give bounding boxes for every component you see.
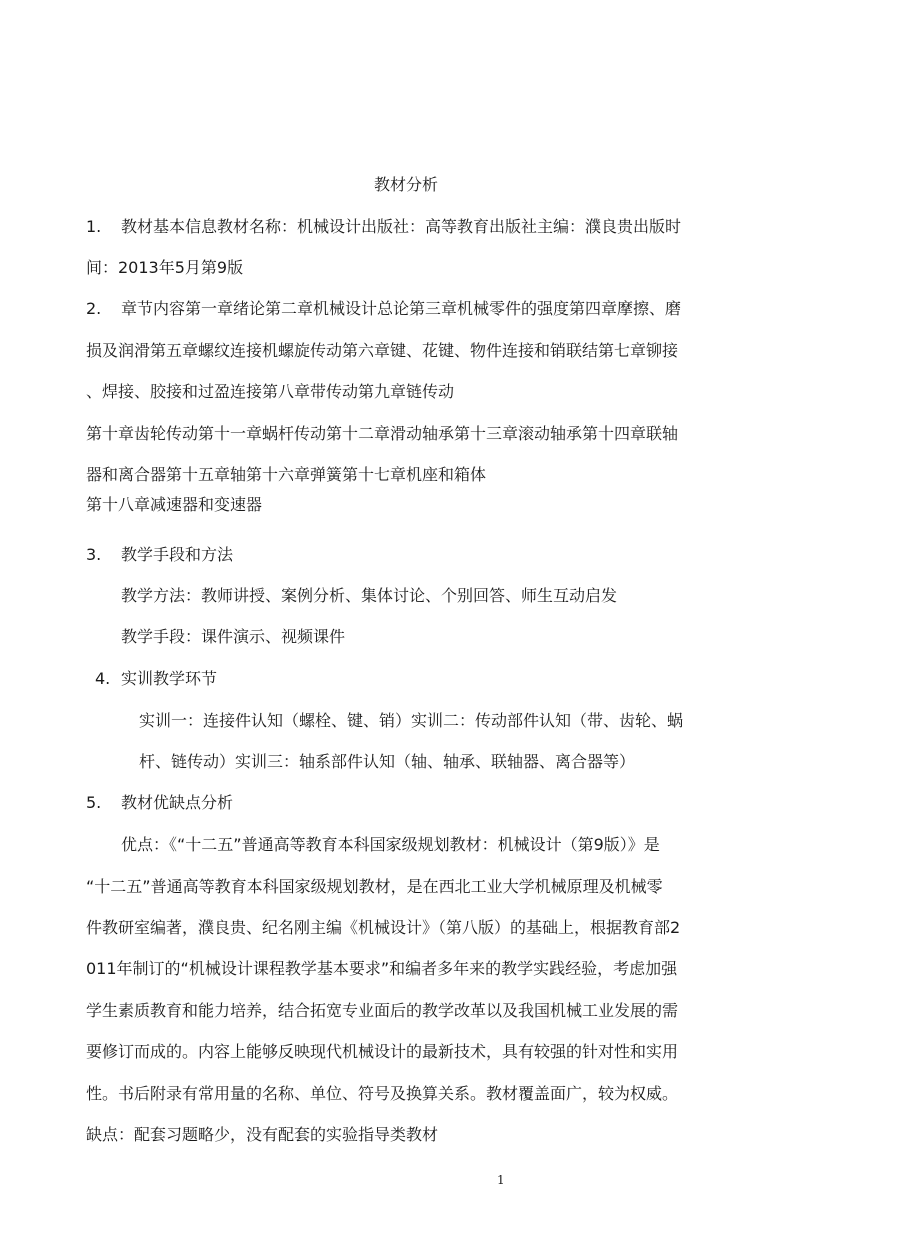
section-5-line-6: 要修订而成的。内容上能够反映现代机械设计的最新技术，具有较强的针对性和实用 <box>86 1042 679 1061</box>
section-2-line-1: 章节内容第一章绪论第二章机械设计总论第三章机械零件的强度第四章摩擦、磨 <box>121 299 682 318</box>
section-5-line-8: 缺点：配套习题略少，没有配套的实验指导类教材 <box>86 1125 439 1144</box>
document-title: 教材分析 <box>374 175 439 194</box>
section-1-line-1: 教材基本信息教材名称：机械设计出版社：高等教育出版社主编：濮良贵出版时 <box>121 217 682 236</box>
section-5-line-4: 011年制订的“机械设计课程教学基本要求”和编者多年来的教学实践经验，考虑加强 <box>86 959 678 978</box>
section-2-line-6: 第十八章减速器和变速器 <box>86 495 263 514</box>
section-5-line-3: 件教研室编著，濮良贵、纪名刚主编《机械设计》（第八版）的基础上，根据教育部2 <box>86 918 681 937</box>
section-2-number: 2. <box>86 299 102 318</box>
section-4-line-1: 实训一：连接件认知（螺栓、键、销）实训二：传动部件认知（带、齿轮、蜗 <box>139 711 684 730</box>
section-3-line-1: 教学方法：教师讲授、案例分析、集体讨论、个别回答、师生互动启发 <box>121 586 618 605</box>
section-3-line-2: 教学手段：课件演示、视频课件 <box>121 627 346 646</box>
section-3-heading: 教学手段和方法 <box>121 545 234 564</box>
section-1-number: 1. <box>86 217 102 236</box>
page-number: 1 <box>497 1173 505 1187</box>
section-1-line-2: 间：2013年5月第9版 <box>86 258 244 277</box>
section-5-line-2: “十二五”普通高等教育本科国家级规划教材，是在西北工业大学机械原理及机械零 <box>86 877 663 896</box>
section-2-line-4: 第十章齿轮传动第十一章蜗杆传动第十二章滑动轴承第十三章滚动轴承第十四章联轴 <box>86 424 679 443</box>
section-5-number: 5. <box>86 793 102 812</box>
section-4-heading: 实训教学环节 <box>121 669 218 688</box>
section-5-line-5: 学生素质教育和能力培养，结合拓宽专业面后的教学改革以及我国机械工业发展的需 <box>86 1001 679 1020</box>
section-4-line-2: 杆、链传动）实训三：轴系部件认知（轴、轴承、联轴器、离合器等） <box>139 752 636 771</box>
section-5-line-7: 性。书后附录有常用量的名称、单位、符号及换算关系。教材覆盖面广，较为权威。 <box>86 1084 679 1103</box>
section-2-line-2: 损及润滑第五章螺纹连接机螺旋传动第六章键、花键、物件连接和销联结第七章铆接 <box>86 341 679 360</box>
section-4-number: 4. <box>95 669 111 688</box>
section-2-line-3: 、焊接、胶接和过盈连接第八章带传动第九章链传动 <box>86 382 455 401</box>
section-2-line-5: 器和离合器第十五章轴第十六章弹簧第十七章机座和箱体 <box>86 465 487 484</box>
section-3-number: 3. <box>86 545 102 564</box>
section-5-line-1: 优点：《“十二五”普通高等教育本科国家级规划教材：机械设计（第9版）》是 <box>121 835 660 854</box>
section-5-heading: 教材优缺点分析 <box>121 793 234 812</box>
